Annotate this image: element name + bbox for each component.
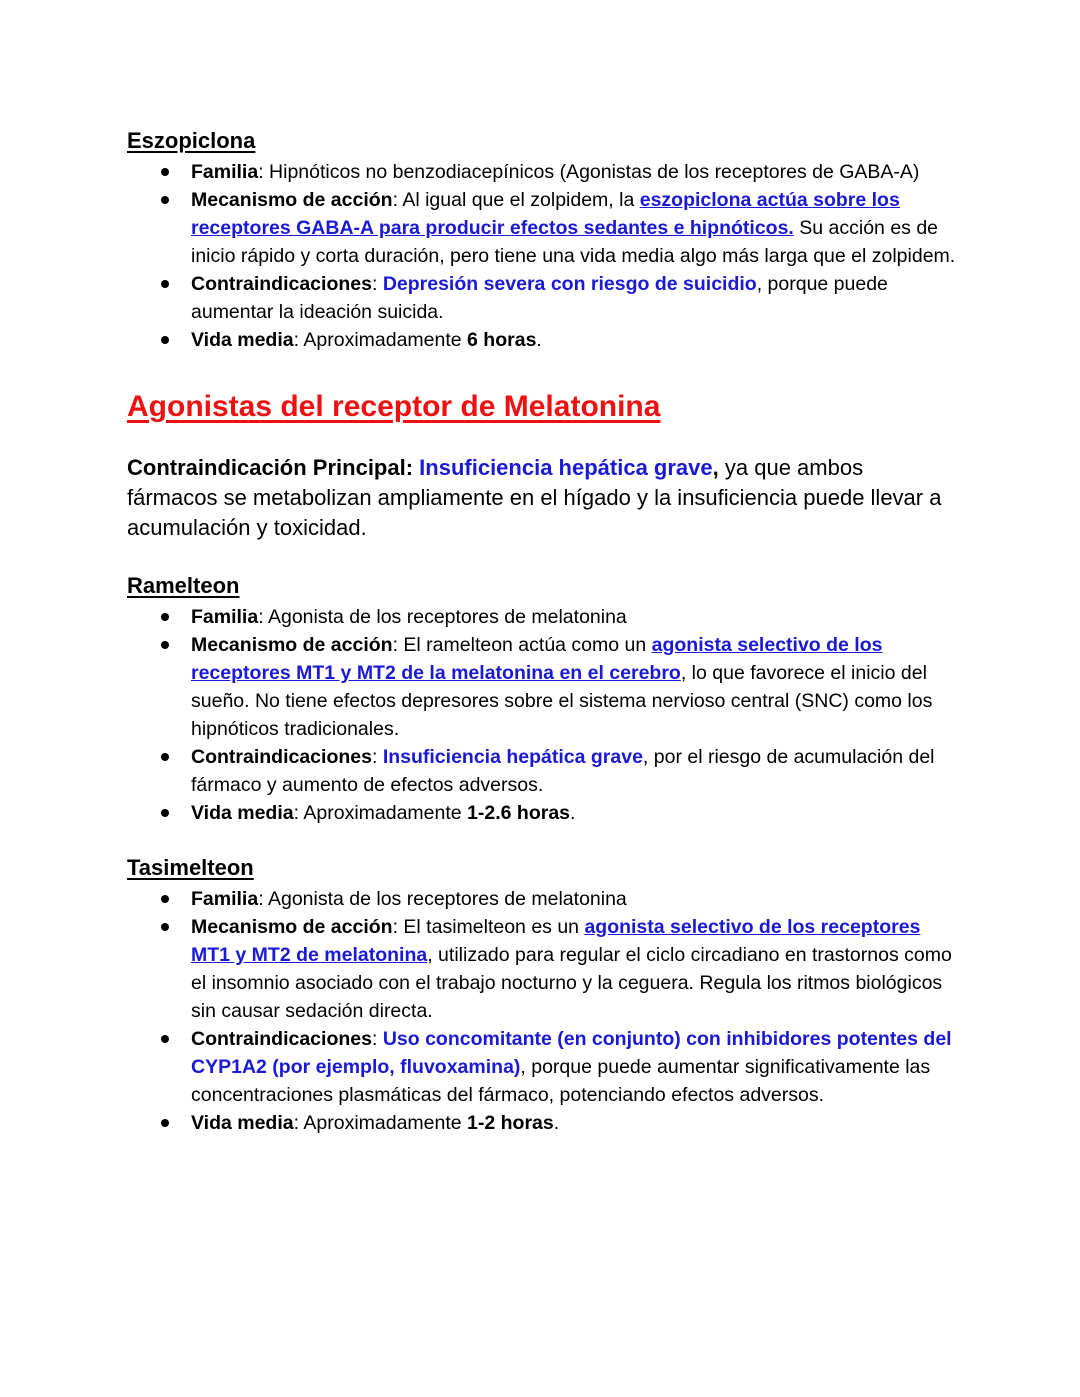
period: . — [553, 1112, 560, 1134]
value-text: Agonista de los receptores de melatonina — [267, 888, 627, 910]
list-item-vida-media — [191, 326, 957, 354]
separator: : — [392, 189, 403, 211]
list-item-mecanismo — [191, 631, 957, 743]
separator: : — [293, 802, 304, 824]
text-after: , porque puede aumentar la ideación suicida. — [191, 273, 888, 323]
label: Familia — [191, 888, 259, 910]
text-before: Aproximadamente — [303, 329, 468, 351]
text-after: , lo que favorece el inicio del sueño. No tiene efectos depresores sobre el sistema nervioso central (SNC) como los hipnóticos tradicionales. — [191, 662, 933, 740]
contraindication-highlight: Uso concomitante (en conjunto) con inhibidores potentes del CYP1A2 (por ejemplo, fluvoxamina) — [191, 1028, 952, 1078]
text-after: , porque puede aumentar significativamente las concentraciones plasmáticas del fármaco, potenciando efectos adversos. — [191, 1056, 931, 1106]
eszopiclona-list — [127, 158, 957, 354]
label: Vida media — [191, 1112, 294, 1134]
list-item-contraindicaciones — [191, 743, 957, 799]
text-before: El tasimelteon es un — [403, 916, 585, 938]
half-life-value: 1-2.6 horas — [467, 802, 571, 824]
drug-heading-tasimelteon: Tasimelteon — [127, 855, 254, 880]
list-item-vida-media — [191, 799, 957, 827]
tasimelteon-list — [127, 885, 957, 1137]
label: Familia — [191, 161, 259, 183]
comma: , — [712, 455, 719, 480]
value-text: Agonista de los receptores de melatonina — [267, 606, 627, 628]
list-item-familia — [191, 158, 957, 186]
mechanism-link[interactable]: agonista selectivo de los receptores MT1 y MT2 de melatonina — [191, 916, 921, 966]
label: Contraindicación Principal: — [127, 455, 414, 480]
value-text: Hipnóticos no benzodiacepínicos (Agonistas de los receptores de GABA-A) — [269, 161, 920, 183]
text-before: El ramelteon actúa como un — [403, 634, 652, 656]
contraindication-highlight: Insuficiencia hepática grave — [419, 455, 713, 480]
half-life-value: 1-2 horas — [467, 1112, 554, 1134]
label: Vida media — [191, 802, 294, 824]
list-item-mecanismo — [191, 913, 957, 1025]
period: . — [570, 802, 576, 824]
list-item-contraindicaciones — [191, 1025, 957, 1109]
mechanism-link[interactable]: agonista selectivo de los receptores MT1 y MT2 de la melatonina en el cerebro — [191, 634, 883, 684]
principal-contraindication-paragraph — [127, 453, 957, 543]
label: Vida media — [191, 329, 294, 351]
separator: : — [371, 1028, 383, 1050]
mechanism-link[interactable]: eszopiclona actúa sobre los receptores GABA-A para producir efectos sedantes e hipnóticos. — [191, 189, 900, 239]
label: Mecanismo de acción — [191, 189, 393, 211]
text-before: Aproximadamente — [303, 1112, 468, 1134]
label: Contraindicaciones — [191, 746, 372, 768]
separator: : — [293, 1112, 304, 1134]
contraindication-highlight: Insuficiencia hepática grave — [382, 746, 643, 768]
label: Contraindicaciones — [191, 273, 372, 295]
list-item-contraindicaciones — [191, 270, 957, 326]
text-after: ya que ambos fármacos se metabolizan ampliamente en el hígado y la insuficiencia puede llevar a acumulación y toxicidad. — [127, 455, 942, 540]
period: . — [536, 329, 542, 351]
half-life-value: 6 horas — [467, 329, 537, 351]
separator: : — [293, 329, 304, 351]
separator: : — [258, 888, 268, 910]
separator: : — [371, 746, 383, 768]
separator: : — [258, 606, 268, 628]
separator: : — [258, 161, 270, 183]
text-after: Su acción es de inicio rápido y corta duración, pero tiene una vida media algo más larga que el zolpidem. — [191, 217, 956, 267]
text-after: , utilizado para regular el ciclo circadiano en trastornos como el insomnio asociado con el trabajo nocturno y la ceguera. Regula los ritmos biológicos sin causar sedación directa. — [191, 944, 952, 1022]
text-before: Al igual que el zolpidem, la — [402, 189, 640, 211]
ramelteon-list — [127, 603, 957, 827]
list-item-familia — [191, 603, 957, 631]
label: Familia — [191, 606, 259, 628]
list-item-familia — [191, 885, 957, 913]
text-after: , por el riesgo de acumulación del fármaco y aumento de efectos adversos. — [191, 746, 935, 796]
drug-heading-eszopiclona: Eszopiclona — [127, 128, 256, 153]
separator: : — [392, 634, 404, 656]
separator: : — [371, 273, 383, 295]
list-item-mecanismo — [191, 186, 957, 270]
document-page — [127, 124, 957, 1137]
label: Mecanismo de acción — [191, 916, 393, 938]
section-heading-melatonina: Agonistas del receptor de Melatonina — [127, 390, 661, 423]
list-item-vida-media — [191, 1109, 957, 1137]
text-before: Aproximadamente — [303, 802, 468, 824]
label: Mecanismo de acción — [191, 634, 393, 656]
contraindication-highlight: Depresión severa con riesgo de suicidio — [382, 273, 757, 295]
drug-heading-ramelteon: Ramelteon — [127, 573, 240, 598]
separator: : — [392, 916, 404, 938]
label: Contraindicaciones — [191, 1028, 372, 1050]
